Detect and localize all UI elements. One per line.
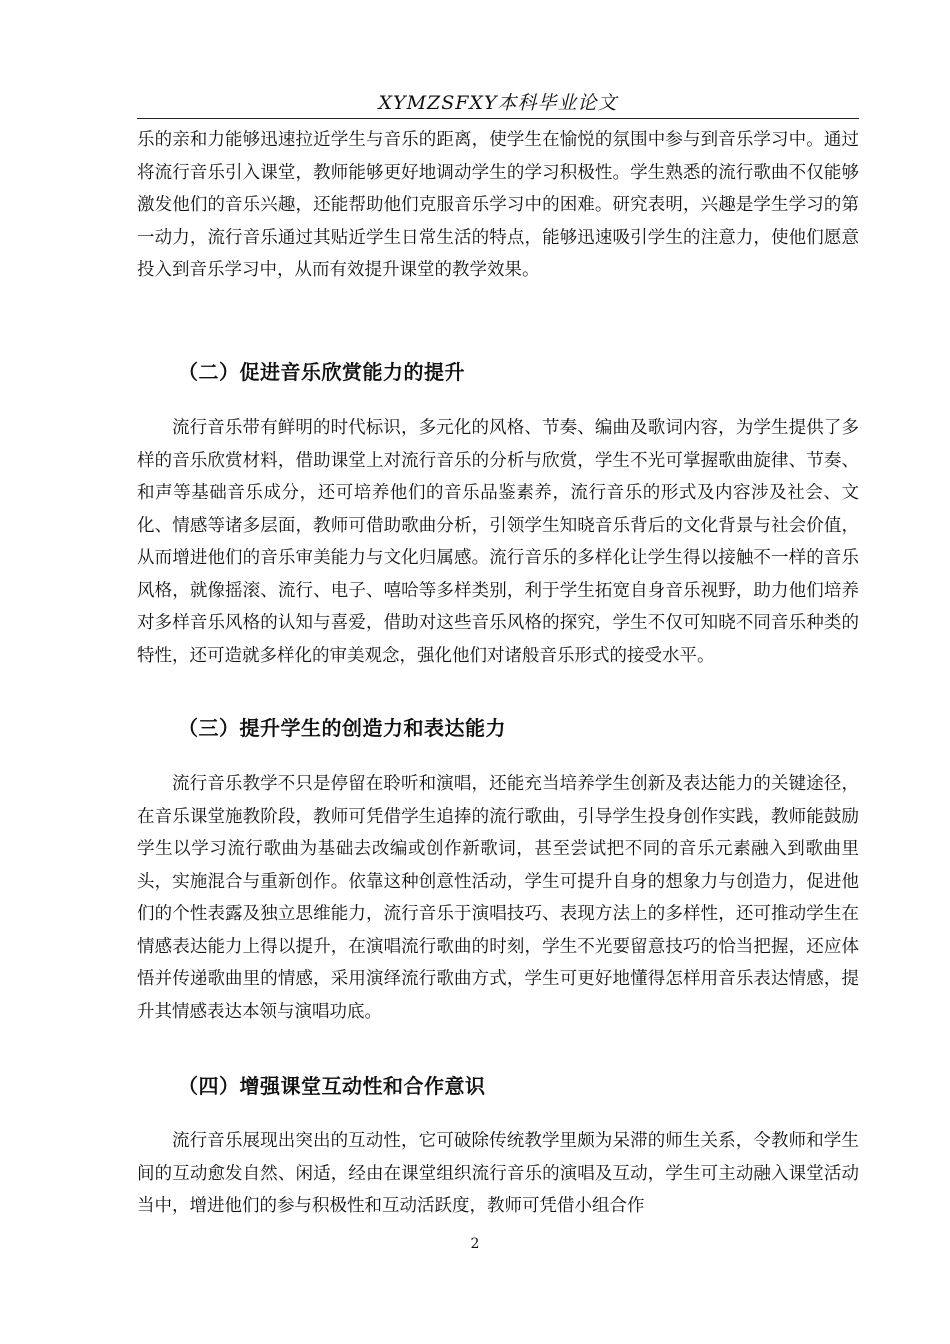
section-heading-2: （二）促进音乐欣赏能力的提升 — [178, 360, 465, 384]
section-heading-3: （三）提升学生的创造力和表达能力 — [178, 716, 506, 740]
section-paragraph-2: 流行音乐带有鲜明的时代标识，多元化的风格、节奏、编曲及歌词内容，为学生提供了多样的音乐欣赏材料，借助课堂上对流行音乐的分析与欣赏，学生不光可掌握歌曲旋律、节奏、和声等基础音乐成分，还可培养他们的音乐品鉴素养，流行音乐的形式及内容涉及社会、文化、情感等诸多层面，教师可借助歌曲分析，引领学生知晓音乐背后的文化背景与社会价值，从而增进他们的音乐审美能力与文化归属感。流行音乐的多样化让学生得以接触不一样的音乐风格，就像摇滚、流行、电子、嘻哈等多样类别，利于学生拓宽自身音乐视野，助力他们培养对多样音乐风格的认知与喜爱，借助对这些音乐风格的探究，学生不仅可知晓不同音乐种类的特性，还可造就多样化的审美观念，强化他们对诸般音乐形式的接受水平。 — [137, 418, 859, 666]
section-heading-4: （四）增强课堂互动性和合作意识 — [178, 1074, 486, 1098]
section-paragraph-3: 流行音乐教学不只是停留在聆听和演唱，还能充当培养学生创新及表达能力的关键途径，在音乐课堂施教阶段，教师可凭借学生追捧的流行歌曲，引导学生投身创作实践，教师能鼓励学生以学习流行歌曲为基础去改编或创作新歌词，甚至尝试把不同的音乐元素融入到歌曲里头，实施混合与重新创作。依靠这种创意性活动，学生可提升自身的想象力与创造力，促进他们的个性表露及独立思维能力，流行音乐于演唱技巧、表现方法上的多样性，还可推动学生在情感表达能力上得以提升，在演唱流行歌曲的时刻，学生不光要留意技巧的恰当把握，还应体悟并传递歌曲里的情感，采用演绎流行歌曲方式，学生可更好地懂得怎样用音乐表达情感，提升其情感表达本领与演唱功底。 — [137, 774, 859, 1022]
running-header: XYMZSFXY本科毕业论文 — [137, 90, 859, 119]
page-number: 2 — [470, 1236, 480, 1252]
paragraph-continuation: 乐的亲和力能够迅速拉近学生与音乐的距离，使学生在愉悦的氛围中参与到音乐学习中。通过将流行音乐引入课堂，教师能够更好地调动学生的学习积极性。学生熟悉的流行歌曲不仅能够激发他们的音乐兴趣，还能帮助他们克服音乐学习中的困难。研究表明，兴趣是学生学习的第一动力，流行音乐通过其贴近学生日常生活的特点，能够迅速吸引学生的注意力，使他们愿意投入到音乐学习中，从而有效提升课堂的教学效果。 — [137, 130, 859, 280]
section-paragraph-4: 流行音乐展现出突出的互动性，它可破除传统教学里颇为呆滞的师生关系，令教师和学生间的互动愈发自然、闲适，经由在课堂组织流行音乐的演唱及互动，学生可主动融入课堂活动当中，增进他们的参与积极性和互动活跃度，教师可凭借小组合作 — [137, 1131, 859, 1216]
